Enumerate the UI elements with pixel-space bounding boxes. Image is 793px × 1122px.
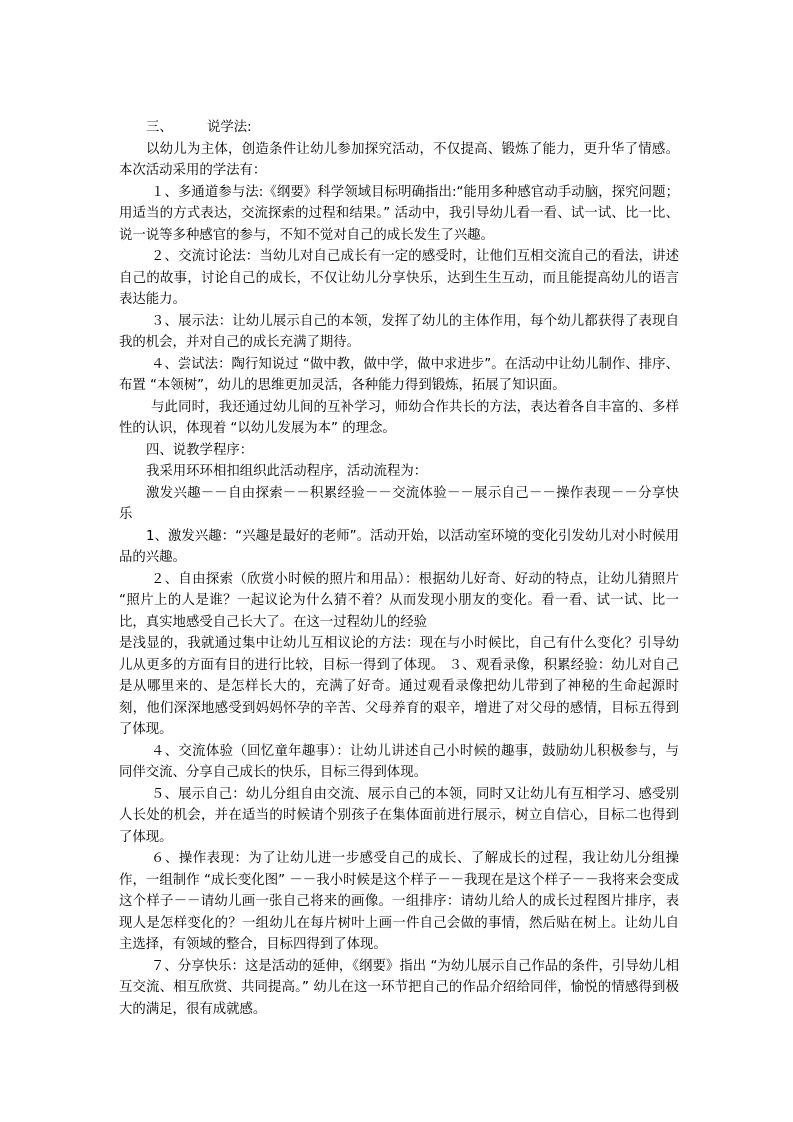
section-3-paragraph-intro: 以幼儿为主体，创造条件让幼儿参加探究活动，不仅提高、锻炼了能力，更升华了情感。本次活动采用的学法有： xyxy=(119,141,679,178)
method-1-paragraph: １、多通道参与法:《纲要》科学领域目标明确指出:“能用多种感官动手动脑，探究问题；用适当的方式表达，交流探索的过程和结果。” 活动中，我引导幼儿看一看、试一试、比一比、说一说等多种感官的参与，不知不觉对自己的成长发生了兴趣。 xyxy=(119,184,679,243)
step-5-paragraph: ５、展示自己：幼儿分组自由交流、展示自己的本领，同时又让幼儿有互相学习、感受别人长处的机会，并在适当的时候请个别孩子在集体面前进行展示，树立自信心，目标二也得到了体现。 xyxy=(119,786,679,845)
step-4-paragraph: ４、交流体验（回忆童年趣事）：让幼儿讲述自己小时候的趣事，鼓励幼儿积极参与，与同伴交流、分享自己成长的快乐，目标三得到体现。 xyxy=(119,743,679,780)
method-2-paragraph: ２、交流讨论法：当幼儿对自己成长有一定的感受时，让他们互相交流自己的看法，讲述自己的故事，讨论自己的成长，不仅让幼儿分享快乐，达到生生互动，而且能提高幼儿的语言表达能力。 xyxy=(119,249,679,307)
step-2-continuation-paragraph: 是浅显的，我就通过集中让幼儿互相议论的方法：现在与小时候比，自己有什么变化？引导幼儿从更多的方面有目的进行比较，目标一得到了体现。 ３、观看录像，积累经验：幼儿对自己是从哪里来的、是怎样长大的，充满了好奇。通过观看录像把幼儿带到了神秘的生命起源时刻，他们深深地感受到妈妈怀孕的辛苦、父母养育的艰辛，增进了对父母的感情，目标五得到了体现。 xyxy=(119,636,679,737)
section-4-heading: 四、说教学程序： xyxy=(146,442,254,458)
section-3-closing-paragraph: 与此同时，我还通过幼儿间的互补学习，师幼合作共长的方法，表达着各自丰富的、多样性的认识，体现着 “以幼儿发展为本” 的理念。 xyxy=(119,399,679,436)
section-3-title: 说学法: xyxy=(207,120,252,135)
section-3-number: 三、 xyxy=(146,120,173,135)
method-3-paragraph: ３、展示法：让幼儿展示自己的本领，发挥了幼儿的主体作用，每个幼儿都获得了表现自我的机会，并对自己的成长充满了期待。 xyxy=(119,313,679,350)
step-6-paragraph: ６、操作表现：为了让幼儿进一步感受自己的成长、了解成长的过程，我让幼儿分组操作，一组制作 “成长变化图” －－我小时候是这个样子－－我现在是这个样子－－我将来会变成这个样子－－请幼儿画一张自己将来的画像。一组排序：请幼儿给人的成长过程图片排序，表现人是怎样变化的？一组幼儿在每片树叶上画一件自己会做的事情，然后贴在树上。让幼儿自主选择，有领域的整合，目标四得到了体现。 xyxy=(119,851,679,952)
section-4-intro: 我采用环环相扣组织此活动程序，活动流程为： xyxy=(146,464,428,479)
step-1-paragraph: 1、激发兴趣：“兴趣是最好的老师”。活动开始，以活动室环境的变化引发幼儿对小时候用品的兴趣。 xyxy=(119,528,679,565)
method-4-paragraph: ４、尝试法：陶行知说过 “做中教，做中学，做中求进步”。在活动中让幼儿制作、排序、布置 “本领树”，幼儿的思维更加灵活，各种能力得到锻炼，拓展了知识面。 xyxy=(119,356,679,393)
step-7-paragraph: ７、分享快乐：这是活动的延伸，《纲要》指出 “为幼儿展示自己作品的条件，引导幼儿相互交流、相互欣赏、共同提高。” 幼儿在这一环节把自己的作品介绍给同伴，愉悦的情感得到极大的满足，很有成就感。 xyxy=(119,958,679,1017)
activity-flow: 激发兴趣－－自由探索－－积累经验－－交流体验－－展示自己－－操作表现－－分享快乐 xyxy=(119,485,679,522)
section-3-heading xyxy=(119,117,679,139)
document-page xyxy=(119,117,679,1020)
step-2-paragraph: ２、自由探索（欣赏小时候的照片和用品）：根据幼儿好奇、好动的特点，让幼儿猜照片 “照片上的人是谁？一起议论为什么猜不着？从而发现小朋友的变化。看一看、试一试、比一比，真实地感受自己长大了。在这一过程幼儿的经验 xyxy=(119,571,679,630)
